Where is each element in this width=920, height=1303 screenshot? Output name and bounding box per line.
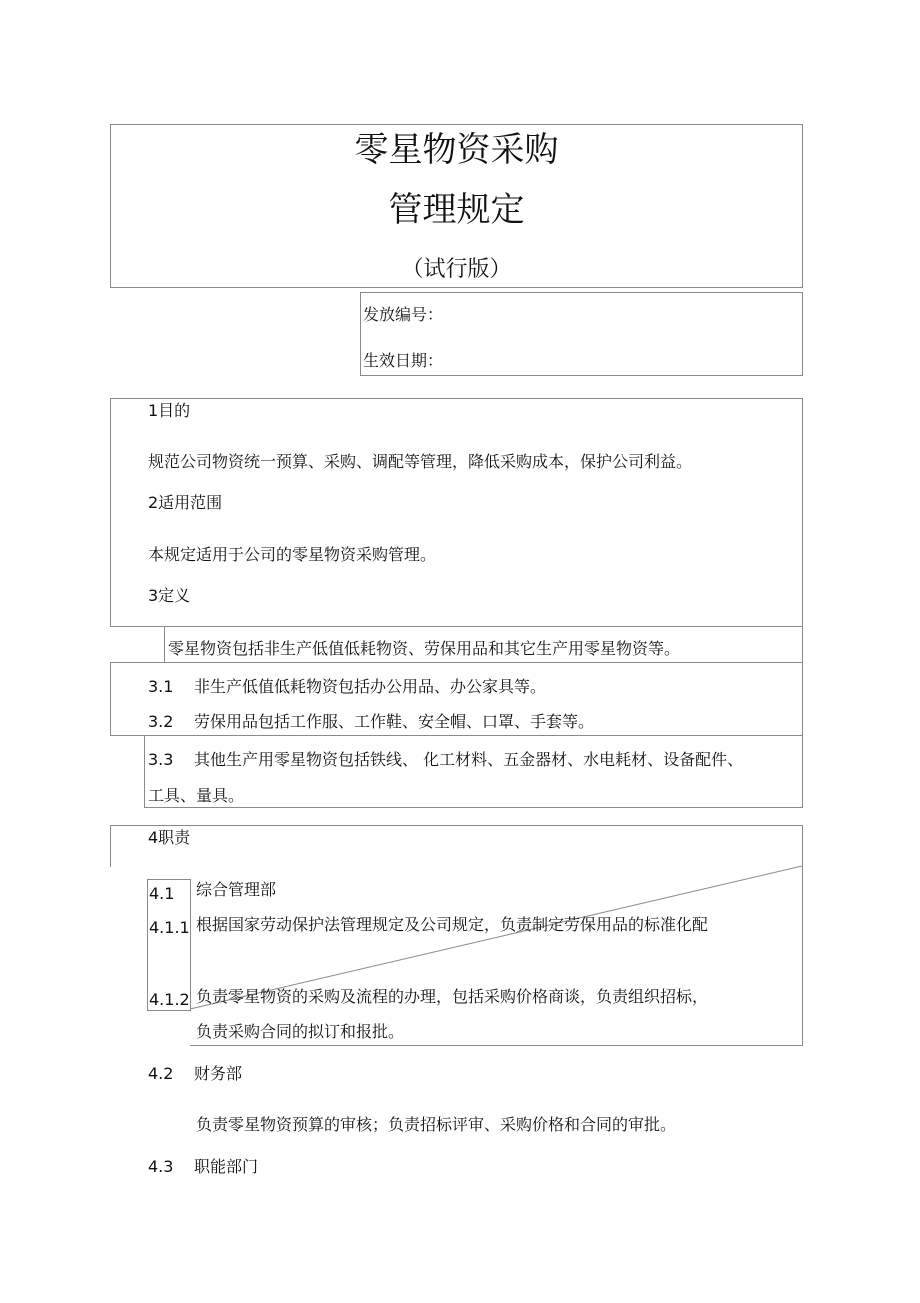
item-4-2-body: 负责零星物资预算的审核；负责招标评审、采购价格和合同的审批。 [196,1115,677,1134]
item-3-3-continued: 工具、量具。 [148,786,245,805]
item-4-1-text: 综合管理部 [196,880,277,899]
item-4-2-text: 财务部 [194,1064,243,1083]
document-title-line2: 管理规定 [388,190,525,230]
item-4-1-2-number: 4.1.2 [149,990,190,1009]
item-3-2-number: 3.2 [148,712,174,731]
effective-date-label: 生效日期： [363,351,444,370]
item-4-1-1-number: 4.1.1 [149,918,190,937]
section4-heading: 4职责 [148,828,191,847]
item-3-3-text: 其他生产用零星物资包括铁线、 化工材料、五金器材、水电耗材、设备配件、 [194,750,744,769]
issue-number-label: 发放编号： [363,305,444,324]
item-4-2 [148,1064,242,1084]
item-4-1-number: 4.1 [149,884,175,903]
item-4-1-2-continued: 负责采购合同的拟订和报批。 [196,1022,405,1041]
section1-heading: 1目的 [148,401,191,420]
item-4-3-text: 职能部门 [194,1157,259,1176]
item-4-2-number: 4.2 [148,1064,174,1083]
item-3-1-text: 非生产低值低耗物资包括办公用品、办公家具等。 [194,677,547,696]
document-title-line1: 零星物资采购 [354,130,559,170]
item-4-1-1-text: 根据国家劳动保护法管理规定及公司规定，负责制定劳保用品的标准化配 [196,915,709,934]
section1-body: 规范公司物资统一预算、采购、调配等管理，降低采购成本，保护公司利益。 [148,452,693,471]
document-version: （试行版） [401,257,512,282]
item-3-3-number: 3.3 [148,750,174,769]
section3-heading: 3定义 [148,586,191,605]
item-4-1-2-text: 负责零星物资的采购及流程的办理，包括采购价格商谈，负责组织招标， [196,987,709,1006]
section3-intro: 零星物资包括非生产低值低耗物资、劳保用品和其它生产用零星物资等。 [168,639,681,658]
item-3-2-text: 劳保用品包括工作服、工作鞋、安全帽、口罩、手套等。 [194,712,595,731]
item-4-3 [148,1157,258,1177]
item-4-3-number: 4.3 [148,1157,174,1176]
item-3-1-number: 3.1 [148,677,174,696]
section2-heading: 2适用范围 [148,493,223,512]
section2-body: 本规定适用于公司的零星物资采购管理。 [148,545,437,564]
